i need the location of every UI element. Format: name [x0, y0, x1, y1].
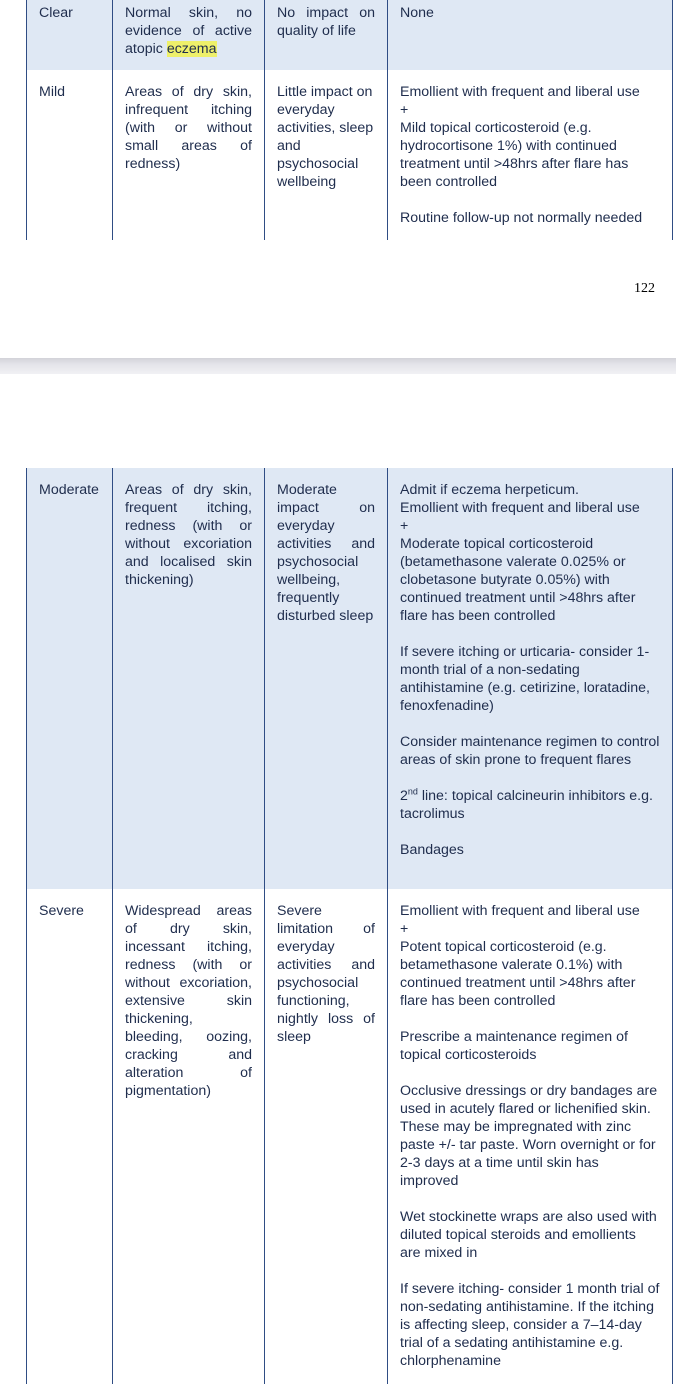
severity-label: Mild [39, 84, 66, 100]
treatment-paragraph: Admit if eczema herpeticum. Emollient with frequent and liberal use + Moderate topical corticosteroid (betamethasone valerate 0.025% or clobetasone butyrate 0.05%) with continued treatment until >48hrs after flare has been controlled [400, 482, 640, 624]
eczema-severity-table-part1 [26, 0, 673, 240]
treatment-paragraph: Occlusive dressings or dry bandages are used in acutely flared or lichenified skin. These may be impregnated with zinc paste +/- tar paste. Worn overnight or for 2-3 days at a time until skin has improved [400, 1083, 658, 1189]
treatment-cell-mild [388, 70, 673, 240]
impact-description: Little impact on everyday activities, sleep and psychosocial wellbeing [277, 84, 374, 190]
bandages-paragraph: Bandages [400, 842, 464, 858]
table-row-clear [27, 0, 673, 70]
second-line-paragraph [400, 787, 660, 823]
treatment-cell-severe [388, 889, 673, 1384]
table-row-severe [27, 889, 673, 1384]
table-row-moderate [27, 468, 673, 889]
page-number: 122 [634, 281, 655, 296]
skin-description: Areas of dry skin, infrequent itching (with or without small areas of redness) [125, 84, 252, 172]
skin-cell-clear [113, 0, 265, 70]
eczema-severity-table-part2 [26, 468, 673, 1384]
treatment-paragraph: If severe itching- consider 1 month trial of non-sedating antihistamine. If the itching is affecting sleep, consider a 7–14-day trial of a sedating antihistamine e.g. chlorphenamine [400, 1281, 660, 1369]
second-line-number: 2 [400, 788, 408, 804]
severity-cell-mild [27, 70, 113, 240]
treatment-cell-clear [388, 0, 673, 70]
skin-description: Normal skin, no evidence of active atopic [125, 5, 252, 57]
ordinal-suffix: nd [407, 786, 418, 797]
treatment-paragraph: None [400, 5, 434, 21]
skin-description: Widespread areas of dry skin, incessant itching, redness (with or without excoriation, extensive skin thickening, bleeding, oozing, cracking and alteration of pigmentation) [125, 903, 252, 1099]
highlighted-text: eczema [166, 41, 217, 57]
second-line-text: line: topical calcineurin inhibitors e.g. tacrolimus [400, 788, 653, 822]
impact-cell-severe [265, 889, 388, 1384]
impact-description: No impact on quality of life [277, 5, 375, 39]
severity-label: Severe [39, 903, 84, 919]
impact-cell-mild [265, 70, 388, 240]
page-separator [0, 358, 676, 374]
severity-label: Clear [39, 5, 73, 21]
impact-description: Severe limitation of everyday activities and psychosocial functioning, nightly loss of sleep [277, 903, 375, 1045]
severity-cell-severe [27, 889, 113, 1384]
treatment-paragraph: Emollient with frequent and liberal use + Mild topical corticosteroid (e.g. hydrocortisone 1%) with continued treatment until >48hrs after flare has been controlled [400, 84, 640, 190]
impact-cell-clear [265, 0, 388, 70]
treatment-paragraph: If severe itching or urticaria- consider 1-month trial of a non-sedating antihistamine (e.g. cetirizine, loratadine, fenoxfenadine) [400, 644, 650, 714]
document-page-bottom [0, 374, 676, 1384]
treatment-paragraph: Emollient with frequent and liberal use + Potent topical corticosteroid (e.g. betamethasone valerate 0.1%) with continued treatment until >48hrs after flare has been controlled [400, 903, 640, 1009]
treatment-paragraph: Routine follow-up not normally needed [400, 210, 643, 226]
treatment-cell-moderate [388, 468, 673, 889]
table-row-mild [27, 70, 673, 240]
skin-cell-severe [113, 889, 265, 1384]
treatment-paragraph: Wet stockinette wraps are also used with diluted topical steroids and emollients are mixed in [400, 1209, 657, 1261]
skin-description: Areas of dry skin, frequent itching, redness (with or without excoriation and localised skin thickening) [125, 482, 252, 588]
severity-label: Moderate [39, 482, 99, 498]
impact-description: Moderate impact on everyday activities and psychosocial wellbeing, frequently disturbed sleep [277, 482, 375, 624]
document-page-top [0, 0, 676, 358]
severity-cell-clear [27, 0, 113, 70]
impact-cell-moderate [265, 468, 388, 889]
treatment-paragraph: Consider maintenance regimen to control areas of skin prone to frequent flares [400, 734, 660, 768]
treatment-paragraph: Prescribe a maintenance regimen of topical corticosteroids [400, 1029, 628, 1063]
severity-cell-moderate [27, 468, 113, 889]
skin-cell-moderate [113, 468, 265, 889]
skin-cell-mild [113, 70, 265, 240]
